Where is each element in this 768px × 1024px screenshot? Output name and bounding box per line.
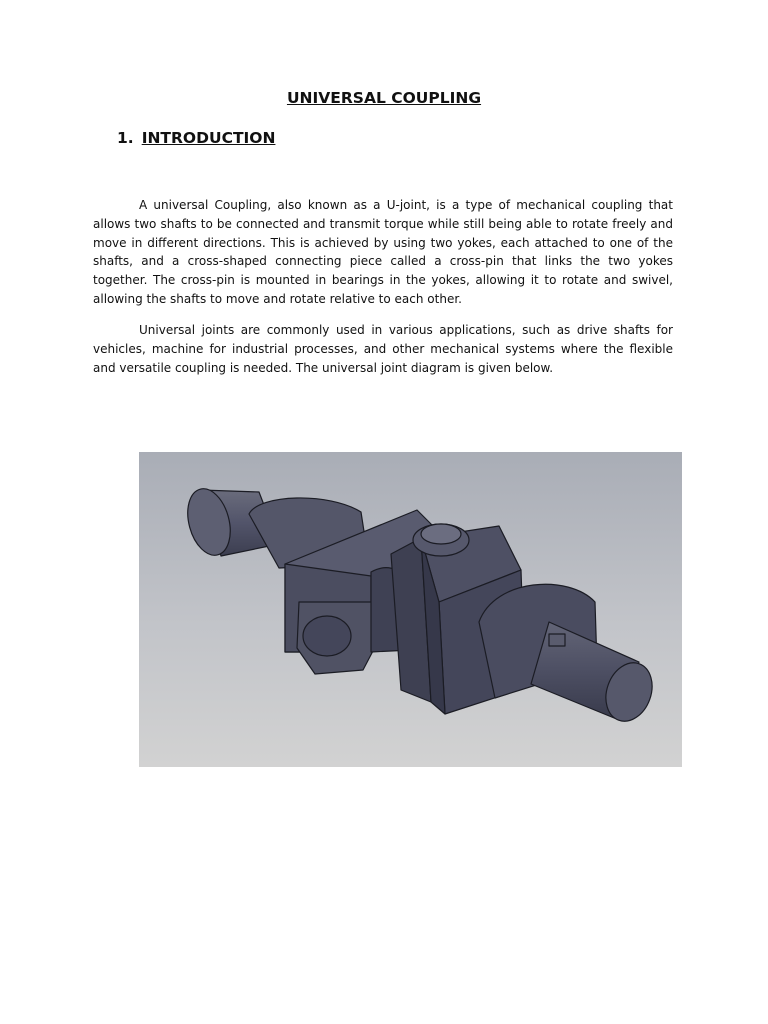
section-heading <box>117 129 275 147</box>
section-title: INTRODUCTION <box>141 129 276 147</box>
left-cross-pin-cap <box>303 616 351 656</box>
document-title: UNIVERSAL COUPLING <box>286 89 482 107</box>
universal-joint-figure <box>139 452 682 767</box>
intro-paragraph-1: A universal Coupling, also known as a U-joint, is a type of mechanical coupling that allows two shafts to be connected and transmit torque while still being able to rotate freely and move in different directions. This is achieved by using two yokes, each attached to one of the shafts, and a cross-shaped connecting piece called a cross-pin that links the two yokes together. The cross-pin is mounted in bearings in the yokes, allowing it to rotate and swivel, allowing the shafts to move and rotate relative to each other. <box>93 198 673 306</box>
intro-paragraph-2: Universal joints are commonly used in various applications, such as drive shafts for vehicles, machine for industrial processes, and other mechanical systems where the flexible and versatile coupling is needed. The universal joint diagram is given below. <box>93 323 673 375</box>
top-bearing-face <box>421 524 461 544</box>
shaft-key <box>549 634 565 646</box>
universal-joint-diagram <box>139 452 682 767</box>
section-number: 1. <box>117 129 134 147</box>
